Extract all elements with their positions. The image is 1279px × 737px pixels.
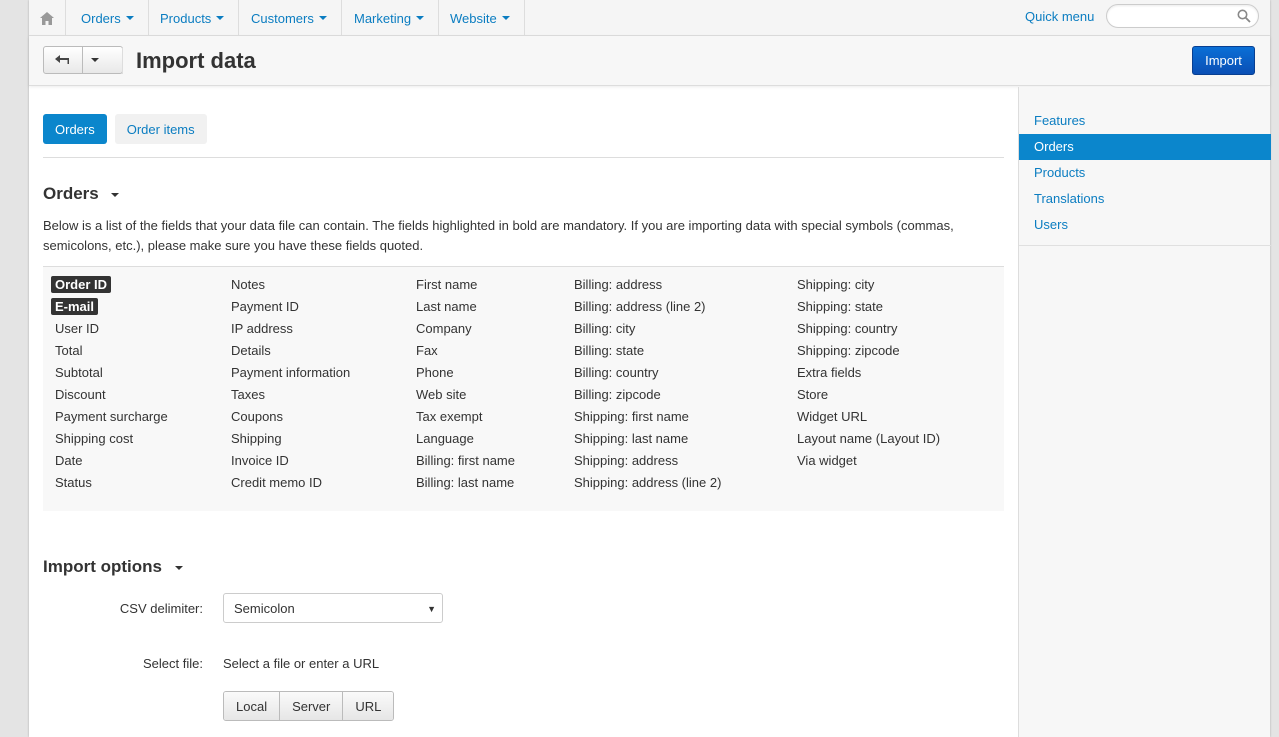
field-label: Billing: address	[574, 277, 663, 292]
field-label: Company	[416, 321, 472, 336]
field-label: Shipping: last name	[574, 431, 689, 446]
orders-section-toggle[interactable]	[43, 184, 119, 204]
tab-bar	[43, 114, 215, 144]
nav-orders-label: Orders	[81, 10, 121, 26]
back-button[interactable]	[44, 47, 83, 73]
field-item	[793, 429, 944, 451]
field-label: User ID	[55, 321, 100, 336]
chevron-down-icon	[126, 16, 134, 20]
nav-marketing[interactable]	[340, 0, 439, 36]
field-item	[793, 319, 944, 341]
sidebar	[1018, 87, 1270, 737]
field-item	[227, 319, 354, 341]
field-label: Billing: address (line 2)	[574, 299, 706, 314]
sidebar-item-features[interactable]: Features	[1034, 113, 1086, 128]
field-label: Phone	[416, 365, 454, 380]
field-label: Shipping: address	[574, 453, 679, 468]
csv-delimiter-value: Semicolon	[234, 600, 295, 616]
mandatory-field-item	[51, 275, 172, 297]
field-item	[793, 451, 944, 473]
field-label: Payment information	[231, 365, 351, 380]
sidebar-item-users[interactable]: Users	[1034, 217, 1068, 232]
field-item	[412, 297, 519, 319]
field-label: Last name	[416, 299, 477, 314]
field-item	[227, 407, 354, 429]
chevron-down-icon	[91, 58, 99, 62]
back-button-group	[43, 46, 123, 74]
nav-products-label: Products	[160, 10, 212, 26]
admin-window	[29, 0, 1270, 737]
fields-column	[51, 275, 172, 495]
field-label: Layout name (Layout ID)	[797, 431, 941, 446]
field-label: Billing: first name	[416, 453, 515, 468]
back-arrow-icon	[55, 55, 71, 65]
field-item	[227, 429, 354, 451]
chevron-down-icon	[319, 16, 327, 20]
fields-description: Below is a list of the fields that your data file can contain. The fields highlighted in bold are mandatory. If you are importing data with special symbols (commas, semicolons, etc.), please make sure you have these fields quoted.	[43, 218, 954, 253]
back-dropdown-button[interactable]	[83, 47, 107, 73]
field-label: Shipping: city	[797, 277, 875, 292]
chevron-down-icon	[416, 16, 424, 20]
field-label: Shipping: address (line 2)	[574, 475, 722, 490]
field-item	[570, 473, 725, 495]
field-label: Discount	[55, 387, 106, 402]
field-item	[570, 341, 725, 363]
field-label: Billing: country	[574, 365, 659, 380]
sidebar-item-products[interactable]: Products	[1034, 165, 1086, 180]
field-item	[570, 385, 725, 407]
sidebar-item-translations[interactable]: Translations	[1034, 191, 1105, 206]
main-content	[29, 87, 1018, 737]
field-label: Fax	[416, 343, 438, 358]
field-item	[570, 407, 725, 429]
chevron-down-icon	[502, 16, 510, 20]
import-button[interactable]: Import	[1192, 46, 1255, 75]
page-title: Import data	[136, 48, 256, 73]
field-label: Coupons	[231, 409, 284, 424]
nav-marketing-label: Marketing	[354, 10, 412, 26]
search-icon[interactable]	[1237, 9, 1251, 23]
import-options-heading: Import options	[43, 557, 162, 576]
field-label: Taxes	[231, 387, 265, 402]
field-label: Status	[55, 475, 92, 490]
server-file-button[interactable]: Server	[280, 692, 343, 720]
field-item	[227, 297, 354, 319]
field-label: Widget URL	[797, 409, 868, 424]
csv-delimiter-select[interactable]	[223, 593, 443, 623]
field-label: Via widget	[797, 453, 857, 468]
field-label: Billing: zipcode	[574, 387, 661, 402]
field-label: Billing: city	[574, 321, 636, 336]
field-label: Details	[231, 343, 271, 358]
file-source-buttons	[223, 691, 394, 721]
field-label: Subtotal	[55, 365, 103, 380]
field-item	[412, 341, 519, 363]
nav-products[interactable]	[146, 0, 239, 36]
csv-delimiter-label: CSV delimiter:	[119, 601, 203, 616]
field-item	[570, 451, 725, 473]
select-file-label: Select file:	[143, 656, 203, 671]
fields-column	[412, 275, 519, 495]
nav-website-label: Website	[450, 10, 497, 26]
nav-customers[interactable]	[237, 0, 342, 36]
field-label: IP address	[231, 321, 293, 336]
local-file-button[interactable]: Local	[224, 692, 280, 720]
field-label: Date	[55, 453, 83, 468]
title-divider	[122, 48, 123, 74]
field-item	[793, 297, 944, 319]
field-label: Invoice ID	[231, 453, 289, 468]
field-item	[793, 363, 944, 385]
home-button[interactable]	[29, 0, 66, 36]
field-label: Tax exempt	[416, 409, 483, 424]
field-item	[570, 297, 725, 319]
field-label: Web site	[416, 387, 467, 402]
divider	[43, 157, 1004, 158]
field-label: Shipping: country	[797, 321, 898, 336]
top-navigation	[29, 0, 1270, 36]
field-item	[51, 363, 172, 385]
field-label: First name	[416, 277, 478, 292]
field-label: Extra fields	[797, 365, 862, 380]
field-item	[793, 385, 944, 407]
field-item	[51, 407, 172, 429]
field-label: Shipping: zipcode	[797, 343, 900, 358]
chevron-down-icon	[111, 193, 119, 197]
mandatory-field-item	[51, 297, 172, 319]
field-label: Language	[416, 431, 474, 446]
select-file-hint: Select a file or enter a URL	[223, 656, 380, 671]
orders-section-heading: Orders	[43, 184, 99, 203]
tab-orders[interactable]: Orders	[43, 114, 107, 144]
field-label: Total	[55, 343, 83, 358]
nav-orders[interactable]	[67, 0, 149, 36]
field-label: Billing: state	[574, 343, 645, 358]
field-item	[412, 473, 519, 495]
field-label: Shipping	[231, 431, 282, 446]
field-item	[227, 363, 354, 385]
field-item	[51, 341, 172, 363]
url-file-button[interactable]: URL	[343, 692, 393, 720]
field-item	[51, 385, 172, 407]
field-item	[227, 385, 354, 407]
chevron-down-icon: ▼	[427, 604, 436, 614]
field-item	[227, 451, 354, 473]
nav-website[interactable]	[436, 0, 525, 36]
field-item	[570, 319, 725, 341]
fields-column	[227, 275, 354, 495]
quick-menu-link[interactable]: Quick menu	[1025, 9, 1095, 24]
field-item	[51, 319, 172, 341]
field-label: Store	[797, 387, 829, 402]
fields-column	[570, 275, 725, 495]
field-item	[793, 341, 944, 363]
field-item	[412, 363, 519, 385]
field-label: Notes	[231, 277, 265, 292]
import-options-toggle[interactable]	[43, 557, 183, 577]
sidebar-menu	[1019, 108, 1271, 246]
tab-order-items[interactable]: Order items	[115, 114, 207, 144]
nav-customers-label: Customers	[251, 10, 314, 26]
title-bar	[29, 36, 1270, 86]
field-item	[51, 473, 172, 495]
field-label: Shipping: state	[797, 299, 884, 314]
chevron-down-icon	[216, 16, 224, 20]
field-label: Credit memo ID	[231, 475, 323, 490]
field-label: E-mail	[51, 298, 98, 315]
chevron-down-icon	[175, 566, 183, 570]
field-item	[51, 451, 172, 473]
field-item	[412, 451, 519, 473]
field-item	[227, 473, 354, 495]
field-item	[793, 407, 944, 429]
field-item	[570, 363, 725, 385]
fields-column	[793, 275, 944, 473]
field-item	[51, 429, 172, 451]
field-item	[570, 429, 725, 451]
search-input[interactable]	[1106, 4, 1259, 28]
field-item	[412, 429, 519, 451]
home-icon	[40, 12, 54, 25]
field-item	[570, 275, 725, 297]
field-item	[227, 341, 354, 363]
field-label: Payment surcharge	[55, 409, 168, 424]
field-label: Shipping: first name	[574, 409, 689, 424]
field-item	[412, 407, 519, 429]
fields-list	[43, 266, 1004, 511]
field-item	[412, 319, 519, 341]
sidebar-item-orders[interactable]: Orders	[1019, 134, 1271, 160]
field-label: Payment ID	[231, 299, 299, 314]
field-label: Order ID	[51, 276, 111, 293]
field-item	[412, 385, 519, 407]
field-item	[227, 275, 354, 297]
field-label: Billing: last name	[416, 475, 515, 490]
field-label: Shipping cost	[55, 431, 134, 446]
field-item	[793, 275, 944, 297]
field-item	[412, 275, 519, 297]
